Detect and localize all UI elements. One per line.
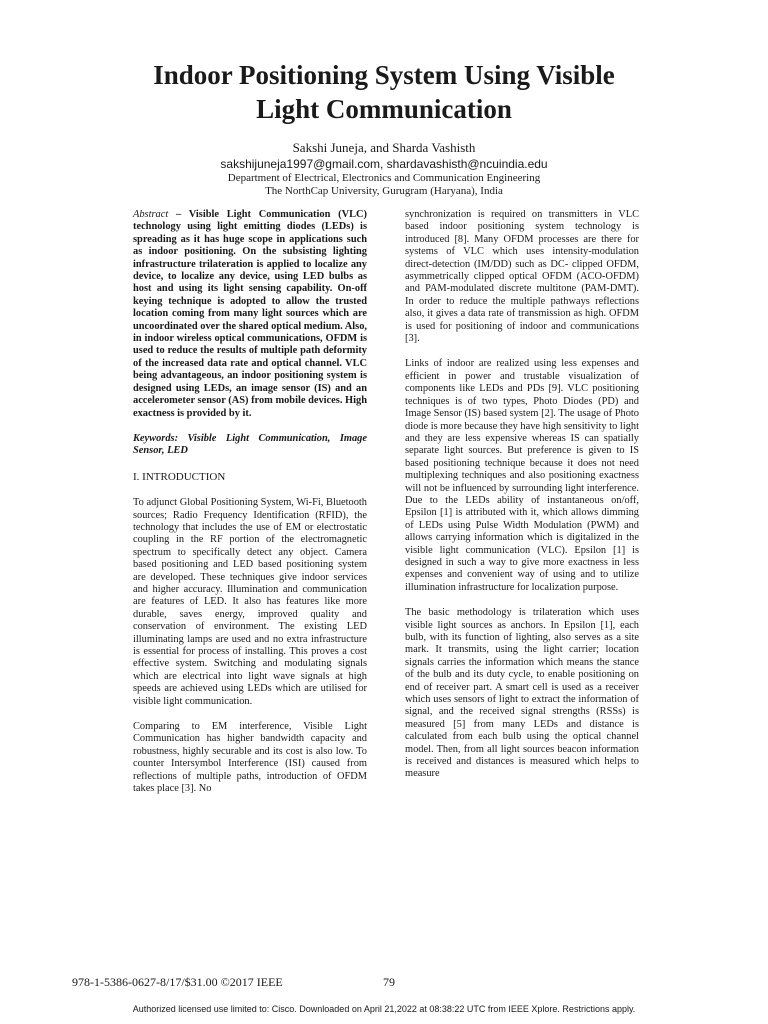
- affiliation-line-1: Department of Electrical, Electronics and Communication Engineering: [227, 172, 541, 184]
- authors: Sakshi Juneja, and Sharda Vashisth: [292, 140, 476, 155]
- license-notice: Authorized licensed use limited to: Cisco. Downloaded on April 21,2022 at 08:38:22 UTC from IEEE Xplore. Restrictions apply.: [132, 1004, 636, 1014]
- paper-title: [0, 58, 768, 126]
- footer-copyright: 978-1-5386-0627-8/17/$31.00 ©2017 IEEE: [72, 975, 283, 989]
- paragraph: The basic methodology is trilateration which uses visible light sources as anchors. In Epsilon [1], each bulb, with its function of lighting, also serves as a site mark. It transmits, using the light carrier; location signals carries the information which means the stance of the bulb and its duty cycle, to enable positioning on end of receiver part. A smart cell is used as a receiver which uses sensors of light to extract the information of signal, and the received signal strengths (RSSs) is measured [5] from many LEDs and distance is calculated from each bulb using the optical channel model. Then, from all light sources beacon information is received and distances is measured which helps to measure: [405, 607, 639, 780]
- affiliation-line-2: The NorthCap University, Gurugram (Haryana), India: [265, 185, 503, 197]
- left-column: [133, 209, 367, 808]
- title-line-1: Indoor Positioning System Using Visible: [153, 60, 615, 90]
- paragraph: Links of indoor are realized using less expenses and efficient in power and trustable visualization of components like LEDs and PDs [9]. VLC positioning techniques is of two types, Photo Diodes (PD) and Image Sensor (IS) based system [2]. The usage of Photo diode is more because they have high sensitivity to light and they are less expensive whereas IS can spatially separate light sources. But preference is given to IS based positioning technique because it does not need multiplexing techniques and also positioning exactness will not be influenced by surrounding light interference. Due to the LEDs ability of instantaneous on/off, Epsilon [1] is attributed with it, which allows dimming of LEDs using Pulse Width Modulation (PWM) and allows carrying information which is digitalized in the visible light communication (VLC). Epsilon [1] is designed in such a way to give more exactness in less expenses and convenient way of using and to utilize illumination infrastructure for localization purpose.: [405, 358, 639, 593]
- title-line-2: Light Communication: [256, 94, 512, 124]
- paragraph: To adjunct Global Positioning System, Wi-Fi, Bluetooth sources; Radio Frequency Identification (RFID), the technology that includes the use of EM or electrostatic coupling in the RF portion of the electromagnetic spectrum to specifically detect any object. Camera based positioning and LED based positioning system are developed. These techniques give indoor services and higher accuracy. Illumination and communication are features of LED. It also has features like more durable, saves energy, improved quality and conservation of environment. The existing LED illuminating lamps are used and no extra infrastructure is essential for process of installing. This proves a cost effective system. Switching and modulating signals which are electrical into light wave signals at high speeds are achieved using LEDs which are utilised for visible light communication.: [133, 497, 367, 707]
- right-column: [405, 209, 639, 794]
- paragraph: synchronization is required on transmitters in VLC based indoor positioning system technology is introduced [8]. Many OFDM processes are there for systems of VLC which uses intensity-modulation direct-detection (IM/DD) such as DC- clipped OFDM, asymmetrically clipped optical OFDM (ACO-OFDM) and PAM-modulated discrete multitone (PAM-DMT). In order to reduce the multiple pathways reflections also, it gives a data rate of transmission as high. OFDM is used for positioning of indoor and communications [3].: [405, 209, 639, 345]
- paragraph: Comparing to EM interference, Visible Light Communication has higher bandwidth capacity and robustness, highly securable and its cost is also low. To counter Intersymbol Interference (ISI) caused from reflections of multiple paths, introduction of OFDM takes place [3]. No: [133, 721, 367, 795]
- section-heading: I. INTRODUCTION: [133, 470, 226, 483]
- keywords-text: Visible Light Communication, Image Sensor, LED: [133, 432, 367, 457]
- keywords-label: Keywords:: [133, 432, 179, 444]
- abstract: [133, 209, 367, 420]
- keywords: [133, 433, 367, 458]
- abstract-text: – Visible Light Communication (VLC) technology using light emitting diodes (LEDs) is spreading as it has huge scope in applications such as indoor positioning. On the subsisting lighting infrastructure trilateration is applied to localize any device, to localize any device, using LED bulbs as host and using its light sensing capability. On-off keying technique is adopted to allow the trusted location coming from many light sources which are uncoordinated over the shared optical medium. Also, in indoor wireless optical communications, OFDM is used to reduce the results of multiple path deformity of the increased data rate and optical channel. VLC being advantageous, an indoor positioning system is designed using LEDs, an image sensor (IS) and an accelerometer sensor (AS) from mobile devices. High exactness is provided by it.: [133, 209, 367, 419]
- author-emails: sakshijuneja1997@gmail.com, shardavashisth@ncuindia.edu: [220, 157, 548, 171]
- abstract-label: Abstract: [133, 209, 169, 220]
- page-number: 79: [383, 975, 395, 989]
